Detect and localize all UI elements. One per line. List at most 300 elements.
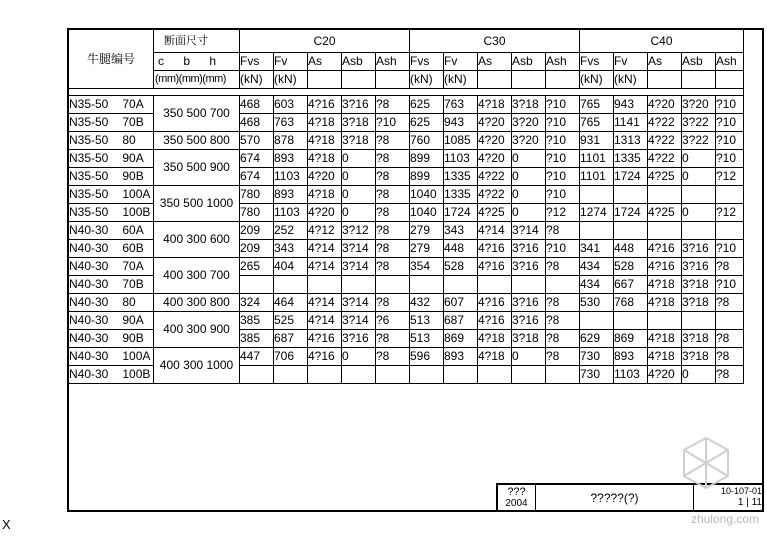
cell-c30-fvs: 513 [410, 312, 444, 330]
cell-c30-ash [546, 276, 580, 294]
cell-c40-ash: ?12 [716, 168, 744, 186]
row-code [69, 96, 154, 114]
cell-c30-fv [444, 366, 478, 384]
cell-c30-as: 4?20 [478, 114, 512, 132]
cell-c40-as: 4?18 [648, 330, 682, 348]
cell-c30-as: 4?14 [478, 222, 512, 240]
col-header-c20-ash: Ash [376, 53, 410, 71]
row-code [69, 330, 154, 348]
cell-c40-fvs: 765 [580, 96, 614, 114]
cell-c30-fvs: 1040 [410, 186, 444, 204]
cell-c30-asb [512, 366, 546, 384]
cell-c30-asb: 3?20 [512, 132, 546, 150]
col-header-c40-fv: Fv [614, 53, 648, 71]
row-dims: 350 500 900 [154, 150, 240, 186]
cell-c30-as: 4?16 [478, 240, 512, 258]
col-header-c30-asb: Asb [512, 53, 546, 71]
table-row [69, 186, 744, 204]
drawing-year: 2004 [505, 498, 528, 509]
row-code-series: N40-30 [69, 367, 109, 381]
cell-c20-as: 4?16 [308, 330, 342, 348]
cell-c20-as: 4?14 [308, 312, 342, 330]
atlas-code: 10-107-01 [720, 486, 762, 496]
cell-c20-asb: 0 [342, 168, 376, 186]
cell-c30-fvs [410, 366, 444, 384]
cell-c40-as: 4?16 [648, 258, 682, 276]
cell-c40-as: 4?20 [648, 96, 682, 114]
cell-c30-as: 4?20 [478, 150, 512, 168]
row-code [69, 294, 154, 312]
cell-c40-fv: 1724 [614, 168, 648, 186]
cell-c30-ash: ?10 [546, 96, 580, 114]
row-code-suffix: 100B [122, 367, 151, 381]
row-code [69, 132, 154, 150]
cell-c30-ash: ?10 [546, 186, 580, 204]
cell-c20-asb [342, 366, 376, 384]
cell-c30-asb: 3?16 [512, 258, 546, 276]
cell-c40-ash: ?8 [716, 330, 744, 348]
cell-c30-asb: 0 [512, 186, 546, 204]
page-total: 11 [751, 497, 762, 508]
cell-c40-fv: 1335 [614, 150, 648, 168]
cell-c30-fvs: 432 [410, 294, 444, 312]
cell-c40-asb: 0 [682, 204, 716, 222]
cell-c40-asb: 3?18 [682, 294, 716, 312]
unit-c30-asb [512, 71, 546, 89]
unit-c40-fv: (kN) [614, 71, 648, 89]
cell-c40-as: 4?20 [648, 366, 682, 384]
row-code-series: N35-50 [69, 133, 109, 147]
cell-c20-asb: 0 [342, 150, 376, 168]
cell-c40-as: 4?22 [648, 132, 682, 150]
cell-c30-fv: 1335 [444, 168, 478, 186]
grade-header-c20: C20 [240, 30, 410, 53]
unit-c20-asb [342, 71, 376, 89]
cell-c40-asb [682, 186, 716, 204]
cell-c30-fv: 1085 [444, 132, 478, 150]
cell-c20-asb: 3?14 [342, 294, 376, 312]
row-code-suffix: 90B [122, 331, 144, 345]
cell-c30-asb: 3?16 [512, 312, 546, 330]
unit-c40-fvs: (kN) [580, 71, 614, 89]
row-code-suffix: 100A [122, 187, 151, 201]
row-code-series: N35-50 [69, 97, 109, 111]
cell-c30-ash [546, 366, 580, 384]
row-code [69, 114, 154, 132]
cell-c40-asb: 0 [682, 168, 716, 186]
cell-c30-ash: ?8 [546, 294, 580, 312]
table-row [69, 294, 744, 312]
cell-c30-fvs: 279 [410, 222, 444, 240]
cell-c20-fv: 1103 [274, 204, 308, 222]
cell-c40-as: 4?22 [648, 150, 682, 168]
cell-c30-as: 4?18 [478, 330, 512, 348]
cell-c20-ash: ?8 [376, 222, 410, 240]
cell-c40-ash: ?8 [716, 294, 744, 312]
cell-c30-fv: 893 [444, 348, 478, 366]
cell-c40-fvs [580, 222, 614, 240]
cell-c20-fvs: 570 [240, 132, 274, 150]
cell-c30-asb: 3?18 [512, 96, 546, 114]
cell-c40-as: 4?16 [648, 240, 682, 258]
watermark-logo-icon [676, 434, 736, 504]
cell-c30-asb: 3?16 [512, 240, 546, 258]
cell-c20-fvs: 209 [240, 222, 274, 240]
cell-c20-fvs: 447 [240, 348, 274, 366]
cell-c40-fvs [580, 186, 614, 204]
table-row [69, 312, 744, 330]
cell-c30-as: 4?16 [478, 312, 512, 330]
cell-c20-ash: ?8 [376, 348, 410, 366]
cell-c30-asb: 0 [512, 150, 546, 168]
row-code [69, 366, 154, 384]
row-code-series: N35-50 [69, 151, 109, 165]
table-row [69, 258, 744, 276]
cell-c30-ash: ?12 [546, 204, 580, 222]
cell-c40-fv [614, 312, 648, 330]
row-code-suffix: 80 [122, 295, 136, 309]
cell-c20-fv: 404 [274, 258, 308, 276]
cell-c20-fvs: 385 [240, 312, 274, 330]
cell-c30-fvs: 1040 [410, 204, 444, 222]
row-code-suffix: 90A [122, 313, 144, 327]
cell-c20-ash: ?8 [376, 168, 410, 186]
cell-c20-fvs: 468 [240, 96, 274, 114]
cell-c30-fv: 1724 [444, 204, 478, 222]
cell-c40-ash: ?10 [716, 240, 744, 258]
cell-c20-ash: ?8 [376, 96, 410, 114]
row-code [69, 348, 154, 366]
cell-c30-fvs: 625 [410, 114, 444, 132]
row-code [69, 240, 154, 258]
cell-c40-fv: 869 [614, 330, 648, 348]
row-code [69, 186, 154, 204]
cell-c40-fvs: 730 [580, 366, 614, 384]
cell-c20-fvs [240, 366, 274, 384]
cell-c20-fvs: 780 [240, 186, 274, 204]
cell-c20-as: 4?14 [308, 294, 342, 312]
drawing-no: ??? [507, 486, 526, 498]
row-code-series: N40-30 [69, 331, 109, 345]
row-code-suffix: 100A [122, 349, 151, 363]
row-code-series: N40-30 [69, 223, 109, 237]
cell-c40-ash: ?8 [716, 366, 744, 384]
col-header-c20-fv: Fv [274, 53, 308, 71]
row-code [69, 258, 154, 276]
cell-c20-fv: 525 [274, 312, 308, 330]
cell-c30-fv: 1103 [444, 150, 478, 168]
cell-c30-as: 4?20 [478, 132, 512, 150]
cell-c20-fv [274, 366, 308, 384]
row-code [69, 150, 154, 168]
row-code-series: N40-30 [69, 277, 109, 291]
row-code [69, 312, 154, 330]
row-code-series: N35-50 [69, 187, 109, 201]
cell-c40-as: 4?18 [648, 294, 682, 312]
cell-c40-asb: 3?20 [682, 96, 716, 114]
row-code-suffix: 60A [122, 223, 144, 237]
cell-c40-fvs: 629 [580, 330, 614, 348]
cell-c40-fvs: 434 [580, 276, 614, 294]
cell-c30-fvs: 899 [410, 168, 444, 186]
cell-c40-fv [614, 186, 648, 204]
cell-c30-ash: ?10 [546, 240, 580, 258]
cell-c40-ash: ?8 [716, 348, 744, 366]
col-header-c40-as: As [648, 53, 682, 71]
row-code-series: N40-30 [69, 295, 109, 309]
cell-c30-as: 4?25 [478, 204, 512, 222]
row-dims: 400 300 800 [154, 294, 240, 312]
unit-c30-fv: (kN) [444, 71, 478, 89]
cell-c30-fv: 869 [444, 330, 478, 348]
cell-c40-fv: 893 [614, 348, 648, 366]
cell-c20-ash: ?8 [376, 132, 410, 150]
cell-c20-asb: 3?12 [342, 222, 376, 240]
cell-c40-asb [682, 222, 716, 240]
cell-c20-fv [274, 276, 308, 294]
cell-c30-asb [512, 276, 546, 294]
row-code-suffix: 70A [122, 97, 144, 111]
cell-c40-asb: 3?22 [682, 132, 716, 150]
row-code-suffix: 60B [122, 241, 144, 255]
cell-c40-fv: 943 [614, 96, 648, 114]
table-row [69, 132, 744, 150]
row-code-suffix: 90A [122, 151, 144, 165]
dims-units-header: (mm)(mm)(mm) [154, 71, 240, 89]
cell-c20-asb: 3?14 [342, 312, 376, 330]
cell-c30-fv: 607 [444, 294, 478, 312]
corner-mark: X [2, 517, 11, 532]
cell-c40-fv [614, 222, 648, 240]
row-code-suffix: 70A [122, 259, 144, 273]
cell-c20-as: 4?14 [308, 258, 342, 276]
cell-c20-as: 4?16 [308, 348, 342, 366]
cell-c20-as: 4?18 [308, 186, 342, 204]
cell-c30-ash: ?10 [546, 150, 580, 168]
row-code [69, 204, 154, 222]
cell-c30-as: 4?22 [478, 186, 512, 204]
cell-c40-ash: ?10 [716, 276, 744, 294]
table-row [69, 348, 744, 366]
cell-c20-asb: 3?18 [342, 132, 376, 150]
cell-c40-ash: ?12 [716, 204, 744, 222]
table-body [69, 96, 744, 423]
cell-c40-asb: 3?18 [682, 330, 716, 348]
cell-c40-fvs: 530 [580, 294, 614, 312]
cell-c30-ash: ?8 [546, 258, 580, 276]
col-header-c20-fvs: Fvs [240, 53, 274, 71]
cell-c20-asb [342, 276, 376, 294]
cell-c40-asb: 0 [682, 150, 716, 168]
cell-c20-ash: ?8 [376, 294, 410, 312]
cell-c30-fv: 687 [444, 312, 478, 330]
cell-c20-as: 4?20 [308, 168, 342, 186]
cell-c20-ash: ?10 [376, 114, 410, 132]
cell-c40-as [648, 186, 682, 204]
cell-c30-ash: ?8 [546, 348, 580, 366]
cell-c20-fv: 893 [274, 150, 308, 168]
col-header-c30-ash: Ash [546, 53, 580, 71]
cell-c40-fv: 528 [614, 258, 648, 276]
cell-c30-fvs: 279 [410, 240, 444, 258]
cell-c40-asb: 0 [682, 366, 716, 384]
cell-c20-asb: 3?18 [342, 114, 376, 132]
cell-c20-as: 4?16 [308, 96, 342, 114]
cell-c40-as: 4?22 [648, 114, 682, 132]
cell-c20-fv: 893 [274, 186, 308, 204]
cell-c20-ash [376, 366, 410, 384]
row-code-series: N40-30 [69, 259, 109, 273]
dims-title-header: 断面尺寸 [154, 30, 240, 53]
blank-area [69, 384, 744, 423]
unit-c40-as [648, 71, 682, 89]
cell-c30-fv: 943 [444, 114, 478, 132]
cell-c40-ash: ?10 [716, 96, 744, 114]
cell-c30-fv [444, 276, 478, 294]
cell-c20-asb: 0 [342, 348, 376, 366]
cell-c40-as: 4?25 [648, 168, 682, 186]
unit-row [69, 71, 744, 89]
cell-c20-fv: 706 [274, 348, 308, 366]
cell-c20-ash: ?8 [376, 258, 410, 276]
cell-c40-fvs: 1274 [580, 204, 614, 222]
cell-c20-asb: 3?16 [342, 96, 376, 114]
cell-c40-ash [716, 312, 744, 330]
cell-c40-ash: ?10 [716, 132, 744, 150]
unit-c30-ash [546, 71, 580, 89]
cell-c30-fvs: 513 [410, 330, 444, 348]
cell-c30-ash: ?8 [546, 222, 580, 240]
row-dims: 400 300 900 [154, 312, 240, 348]
cell-c30-as: 4?16 [478, 258, 512, 276]
cell-c30-as: 4?18 [478, 96, 512, 114]
cell-c30-fvs: 760 [410, 132, 444, 150]
row-code-series: N35-50 [69, 205, 109, 219]
cell-c30-fv: 763 [444, 96, 478, 114]
cell-c20-as: 4?14 [308, 240, 342, 258]
cell-c20-as: 4?18 [308, 132, 342, 150]
cell-c40-fvs: 341 [580, 240, 614, 258]
col-header-c30-fv: Fv [444, 53, 478, 71]
cell-c40-fv: 1724 [614, 204, 648, 222]
cell-c40-ash: ?10 [716, 114, 744, 132]
cell-c20-fvs: 209 [240, 240, 274, 258]
cell-c20-fv: 343 [274, 240, 308, 258]
cell-c20-as: 4?18 [308, 150, 342, 168]
cell-c40-fvs: 1101 [580, 168, 614, 186]
unit-c20-fv: (kN) [274, 71, 308, 89]
cell-c20-ash: ?8 [376, 204, 410, 222]
cell-c20-fvs: 265 [240, 258, 274, 276]
cell-c20-asb: 3?16 [342, 330, 376, 348]
cell-c40-fvs: 765 [580, 114, 614, 132]
cell-c20-fv: 464 [274, 294, 308, 312]
cell-c20-fvs: 324 [240, 294, 274, 312]
header-spacer [69, 89, 744, 96]
cell-c40-ash: ?10 [716, 150, 744, 168]
unit-c20-fvs: (kN) [240, 71, 274, 89]
dim-h-label: h [209, 54, 217, 68]
cell-c40-fv: 1313 [614, 132, 648, 150]
cell-c30-ash: ?10 [546, 132, 580, 150]
grade-header-c40: C40 [580, 30, 744, 53]
cell-c40-asb: 3?18 [682, 348, 716, 366]
unit-c30-fvs: (kN) [410, 71, 444, 89]
cell-c20-fvs: 674 [240, 168, 274, 186]
cell-c20-fv: 763 [274, 114, 308, 132]
row-code-suffix: 100B [122, 205, 151, 219]
page-indicator: 1 | 11 [737, 497, 762, 508]
row-code-series: N35-50 [69, 169, 109, 183]
watermark-text: zhulong.com [690, 512, 759, 526]
col-header-c20-as: As [308, 53, 342, 71]
cell-c20-ash: ?8 [376, 330, 410, 348]
cell-c30-asb: 0 [512, 168, 546, 186]
cell-c30-asb: 3?16 [512, 294, 546, 312]
cell-c30-asb: 3?20 [512, 114, 546, 132]
cell-c20-ash: ?8 [376, 150, 410, 168]
row-dims: 400 300 700 [154, 258, 240, 294]
cell-c40-asb: 3?22 [682, 114, 716, 132]
cell-c20-fvs: 468 [240, 114, 274, 132]
cell-c30-fvs: 354 [410, 258, 444, 276]
cell-c40-asb [682, 312, 716, 330]
table-row [69, 150, 744, 168]
table-row [69, 96, 744, 114]
cell-c40-asb: 3?18 [682, 276, 716, 294]
row-code-suffix: 90B [122, 169, 144, 183]
cell-c20-fv: 252 [274, 222, 308, 240]
dims-cols-header [154, 53, 240, 71]
cell-c20-fv: 1103 [274, 168, 308, 186]
cell-c40-fvs [580, 312, 614, 330]
specification-table [68, 29, 744, 422]
row-code-suffix: 80 [122, 133, 136, 147]
cell-c20-asb: 0 [342, 186, 376, 204]
unit-c40-ash [716, 71, 744, 89]
column-name-row [69, 53, 744, 71]
cell-c30-ash: ?8 [546, 312, 580, 330]
cell-c20-asb: 0 [342, 204, 376, 222]
cell-c30-ash: ?8 [546, 330, 580, 348]
row-code-series: N40-30 [69, 349, 109, 363]
cell-c20-fv: 878 [274, 132, 308, 150]
drawing-no-cell [498, 485, 536, 512]
cell-c30-as: 4?18 [478, 348, 512, 366]
row-dims: 350 500 800 [154, 132, 240, 150]
cell-c40-ash [716, 222, 744, 240]
dim-c-label: c [158, 54, 164, 68]
cell-c20-fvs [240, 276, 274, 294]
cell-c20-fv: 687 [274, 330, 308, 348]
row-code-series: N35-50 [69, 115, 109, 129]
cell-c20-asb: 3?14 [342, 240, 376, 258]
cell-c20-as [308, 366, 342, 384]
dim-b-label: b [183, 54, 191, 68]
cell-c30-asb: 0 [512, 348, 546, 366]
row-code-suffix: 70B [122, 115, 144, 129]
row-code [69, 276, 154, 294]
cell-c40-asb: 3?16 [682, 240, 716, 258]
cell-c20-fvs: 780 [240, 204, 274, 222]
cell-c20-as: 4?20 [308, 204, 342, 222]
cell-c30-ash: ?10 [546, 168, 580, 186]
cell-c40-ash: ?8 [716, 258, 744, 276]
row-code [69, 222, 154, 240]
cell-c30-ash: ?10 [546, 114, 580, 132]
row-code-series: N40-30 [69, 313, 109, 327]
cell-c30-fv: 448 [444, 240, 478, 258]
